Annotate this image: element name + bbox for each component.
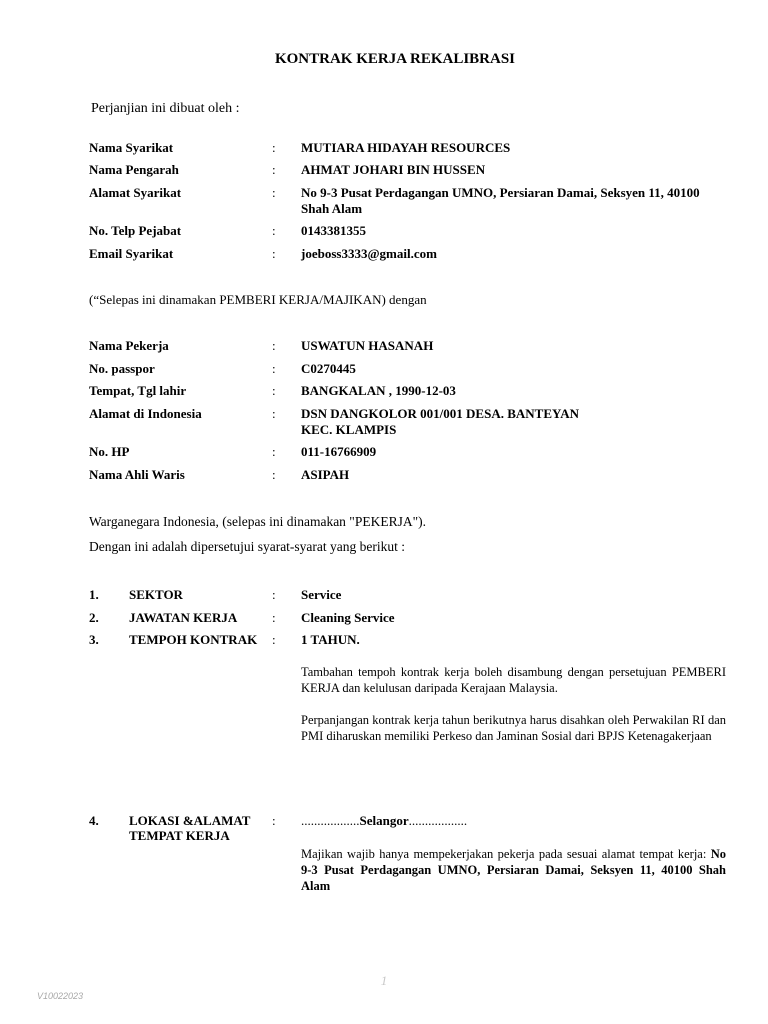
term-value: 1 TAHUN.: [301, 632, 360, 647]
field-colon: :: [272, 223, 276, 238]
field-colon: :: [272, 338, 276, 353]
term-label: SEKTOR: [129, 587, 183, 602]
field-value: DSN DANGKOLOR 001/001 DESA. BANTEYAN KEC. KLAMPIS: [301, 406, 579, 437]
field-value: AHMAT JOHARI BIN HUSSEN: [301, 162, 486, 177]
term-colon: :: [272, 610, 276, 625]
term-3-paragraph-2: Perpanjangan kontrak kerja tahun berikutnya harus disahkan oleh Perwakilan RI dan PMI diharuskan memiliki Perkeso dan Jaminan Sosial dari BPJS Ketenagakerjaan: [301, 713, 726, 743]
term-value: Selangor: [359, 813, 409, 828]
field-label: Email Syarikat: [89, 246, 174, 261]
term-label: JAWATAN KERJA: [129, 610, 238, 625]
term-value: Cleaning Service: [301, 610, 395, 625]
field-value: joeboss3333@gmail.com: [301, 246, 437, 261]
term-value-line: [301, 813, 467, 829]
term-4-paragraph: [301, 846, 726, 894]
term-colon: :: [272, 632, 276, 647]
field-colon: :: [272, 383, 276, 398]
field-label: Nama Ahli Waris: [89, 467, 185, 482]
field-label: No. Telp Pejabat: [89, 223, 182, 238]
term-number: 3.: [89, 632, 99, 647]
field-value: BANGKALAN , 1990-12-03: [301, 383, 456, 398]
field-label: No. HP: [89, 444, 130, 459]
field-colon: :: [272, 246, 276, 261]
field-value: 011-16766909: [301, 444, 377, 459]
term-value: Service: [301, 587, 342, 602]
field-colon: :: [272, 444, 276, 459]
field-colon: :: [272, 406, 276, 421]
field-value: C0270445: [301, 361, 356, 376]
field-label: Nama Pengarah: [89, 162, 179, 177]
document-title: KONTRAK KERJA REKALIBRASI: [274, 51, 516, 67]
term-colon: :: [272, 813, 276, 828]
dots-left: ..................: [301, 813, 360, 828]
term-label: TEMPOH KONTRAK: [129, 632, 258, 647]
term-colon: :: [272, 587, 276, 602]
field-colon: :: [272, 162, 276, 177]
intro-text: Perjanjian ini dibuat oleh :: [91, 101, 240, 116]
field-colon: :: [272, 361, 276, 376]
page-number: 1: [380, 973, 388, 988]
field-label: Alamat di Indonesia: [89, 406, 202, 421]
field-colon: :: [272, 140, 276, 155]
field-value: No 9-3 Pusat Perdagangan UMNO, Persiaran Damai, Seksyen 11, 40100 Shah Alam: [301, 185, 700, 216]
worker-note-2: Dengan ini adalah dipersetujui syarat-syarat yang berikut :: [89, 539, 406, 554]
term-3-paragraph-1: Tambahan tempoh kontrak kerja boleh disambung dengan persetujuan PEMBERI KERJA dan kelulusan daripada Kerajaan Malaysia.: [301, 665, 726, 695]
field-value: USWATUN HASANAH: [301, 338, 434, 353]
field-label: Nama Syarikat: [89, 140, 174, 155]
term-number: 1.: [89, 587, 99, 602]
field-value: 0143381355: [301, 223, 366, 238]
worker-note-1: Warganegara Indonesia, (selepas ini dinamakan "PEKERJA").: [89, 514, 426, 529]
field-label: Alamat Syarikat: [89, 185, 182, 200]
version-code: V10022023: [37, 991, 84, 1001]
field-label: Tempat, Tgl lahir: [89, 383, 187, 398]
field-label: No. passpor: [89, 361, 155, 376]
field-value: MUTIARA HIDAYAH RESOURCES: [301, 140, 511, 155]
term-label: LOKASI &ALAMAT TEMPAT KERJA: [129, 813, 251, 843]
term-4-text: Majikan wajib hanya mempekerjakan pekerja pada sesuai alamat tempat kerja:: [301, 847, 707, 861]
field-label: Nama Pekerja: [89, 338, 169, 353]
term-number: 2.: [89, 610, 99, 625]
field-value: ASIPAH: [301, 467, 350, 482]
field-colon: :: [272, 467, 276, 482]
dots-right: ..................: [408, 813, 468, 828]
term-4-address: No 9-3 Pusat Perdagangan UMNO, Persiaran Damai, Seksyen 11, 40100 Shah Alam: [301, 847, 726, 893]
term-number: 4.: [89, 813, 99, 828]
field-colon: :: [272, 185, 276, 200]
employer-note: (“Selepas ini dinamakan PEMBERI KERJA/MAJIKAN) dengan: [89, 292, 427, 307]
